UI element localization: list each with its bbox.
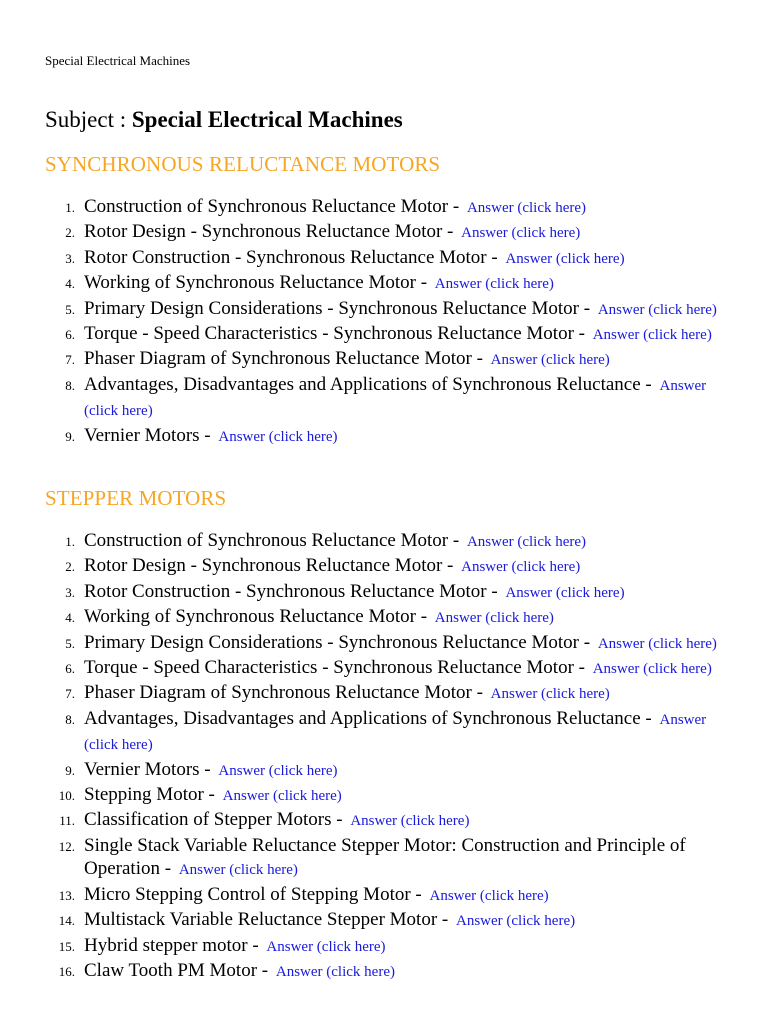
item-topic-text: Vernier Motors - [84,758,211,780]
answer-link[interactable]: Answer (click here) [218,428,338,445]
list-item [45,808,728,833]
item-topic-text: Construction of Synchronous Reluctance Motor - [84,530,460,551]
item-topic-text: Torque - Speed Characteristics - Synchronous Reluctance Motor - [84,657,585,679]
item-topic-text: Multistack Variable Reluctance Stepper Motor - [84,909,449,931]
item-number: 11. [59,813,75,829]
list-item [45,707,728,758]
item-topic-text: Hybrid stepper motor - [84,934,259,956]
answer-link[interactable]: Answer (click here) [466,534,587,550]
item-topic-text: Micro Stepping Control of Stepping Motor - [84,883,422,905]
item-topic-text: Rotor Construction - Synchronous Reluctance Motor - [84,246,498,268]
item-topic-text: Working of Synchronous Reluctance Motor - [84,272,428,294]
answer-link[interactable]: Answer (click here) [490,686,610,703]
item-number: 1. [65,534,75,549]
answer-link[interactable]: Answer (click here) [592,327,712,344]
list-item [45,631,728,656]
answer-link[interactable]: Answer (click here) [466,200,587,216]
item-topic-text: Classification of Stepper Motors - [84,809,343,831]
item-number: 1. [65,200,75,215]
list-item [45,656,728,681]
list-item [45,246,728,271]
item-number: 10. [58,788,75,804]
answer-link[interactable]: Answer (click here) [490,352,610,369]
subject-name: Special Electrical Machines [131,107,403,132]
topic-list-stepper-motors [45,529,728,984]
item-topic-text: Primary Design Considerations - Synchronous Reluctance Motor - [84,631,591,653]
list-item [45,554,728,579]
section-title-stepper-motors: STEPPER MOTORS [45,486,227,510]
list-item [45,605,728,630]
section-title-synchronous-reluctance-motors: SYNCHRONOUS RELUCTANCE MOTORS [45,152,441,176]
item-number: 5. [65,301,75,317]
answer-link[interactable]: Answer (click here) [597,301,717,318]
topic-list-synchronous-reluctance-motors [45,195,728,449]
item-number: 6. [65,661,75,677]
answer-link[interactable]: Answer (click here) [275,963,395,980]
item-topic-text: Rotor Design - Synchronous Reluctance Motor - [84,221,454,243]
answer-link[interactable]: Answer (click here) [84,711,707,754]
answer-link[interactable]: Answer (click here) [592,661,712,678]
answer-link[interactable]: Answer (click here) [461,559,581,576]
list-item [45,908,728,933]
item-number: 15. [58,938,75,954]
list-item [45,220,728,245]
answer-link[interactable]: Answer (click here) [456,913,576,930]
list-item [45,834,728,883]
subject-heading [45,106,403,134]
item-number: 8. [65,377,75,393]
item-topic-text: Vernier Motors - [84,424,211,446]
answer-link[interactable]: Answer (click here) [266,938,386,955]
item-number: 5. [65,635,75,651]
list-item [45,322,728,347]
list-item [45,959,728,984]
item-topic-text: Rotor Design - Synchronous Reluctance Motor - [84,555,454,577]
list-item [45,297,728,322]
item-number: 12. [58,838,75,854]
item-number: 14. [58,913,75,929]
item-number: 8. [65,711,75,727]
item-topic-text: Working of Synchronous Reluctance Motor - [84,606,428,628]
list-item [45,681,728,706]
answer-link[interactable]: Answer (click here) [505,584,625,601]
item-topic-text: Claw Tooth PM Motor - [84,959,269,981]
item-number: 6. [65,327,75,343]
list-item [45,424,728,449]
item-number: 13. [58,887,75,903]
item-number: 4. [65,276,75,292]
answer-link[interactable]: Answer (click here) [178,862,298,879]
item-number: 3. [65,584,75,600]
subject-label: Subject : [45,107,127,132]
item-topic-text: Primary Design Considerations - Synchronous Reluctance Motor - [84,297,591,319]
item-topic-text: Construction of Synchronous Reluctance Motor - [84,196,460,217]
list-item [45,271,728,296]
list-item [45,195,728,220]
item-number: 4. [65,610,75,626]
list-item [45,758,728,783]
item-number: 7. [65,686,75,702]
answer-link[interactable]: Answer (click here) [350,813,470,830]
answer-link[interactable]: Answer (click here) [597,635,717,652]
item-topic-text: Rotor Construction - Synchronous Reluctance Motor - [84,580,498,602]
item-topic-text: Torque - Speed Characteristics - Synchronous Reluctance Motor - [84,323,585,345]
list-item [45,529,728,554]
answer-link[interactable]: Answer (click here) [218,762,338,779]
document-header: Special Electrical Machines [45,53,191,68]
list-item [45,580,728,605]
item-number: 9. [65,428,75,444]
list-item [45,373,728,424]
item-number: 7. [65,352,75,368]
item-number: 2. [65,225,75,241]
item-topic-text: Stepping Motor - [84,784,215,806]
answer-link[interactable]: Answer (click here) [461,225,581,242]
answer-link[interactable]: Answer (click here) [434,610,554,627]
item-topic-text: Advantages, Disadvantages and Applications of Synchronous Reluctance - [84,373,652,395]
answer-link[interactable]: Answer (click here) [84,377,707,420]
list-item [45,347,728,372]
answer-link[interactable]: Answer (click here) [429,887,549,904]
answer-link[interactable]: Answer (click here) [434,276,554,293]
item-topic-text: Single Stack Variable Reluctance Stepper Motor: Construction and Principle of Operation - [84,834,686,880]
list-item [45,934,728,959]
item-topic-text: Advantages, Disadvantages and Applications of Synchronous Reluctance - [84,707,652,729]
item-topic-text: Phaser Diagram of Synchronous Reluctance Motor - [84,682,483,704]
list-item [45,883,728,908]
answer-link[interactable]: Answer (click here) [505,250,625,267]
item-number: 3. [65,250,75,266]
item-topic-text: Phaser Diagram of Synchronous Reluctance Motor - [84,348,483,370]
item-number: 2. [65,559,75,575]
item-number: 9. [65,762,75,778]
answer-link[interactable]: Answer (click here) [222,788,342,805]
item-number: 16. [58,963,75,979]
list-item [45,783,728,808]
